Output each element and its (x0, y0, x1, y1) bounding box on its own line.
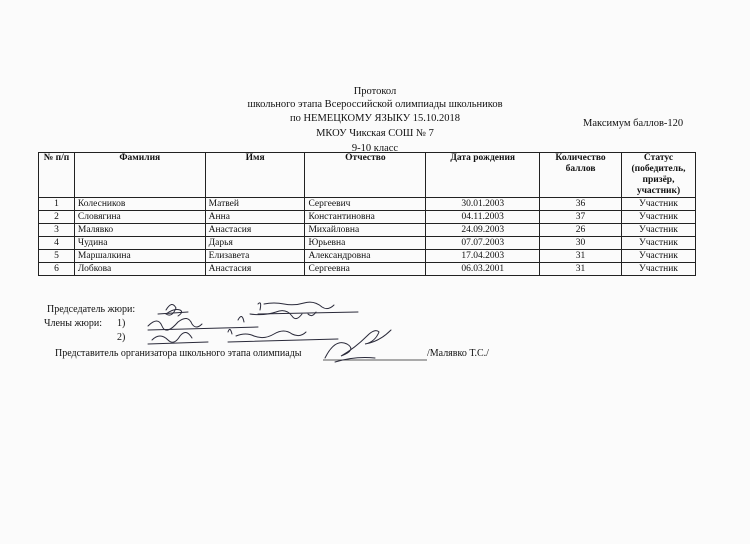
cell-birth: 24.09.2003 (426, 224, 540, 237)
table-row (39, 211, 696, 224)
cell-status: Участник (621, 224, 695, 237)
cell-surname: Чудина (74, 237, 205, 250)
cell-status: Участник (621, 263, 695, 276)
cell-birth: 07.07.2003 (426, 237, 540, 250)
rep-handwritten-signature (315, 318, 405, 368)
cell-num: 1 (39, 198, 75, 211)
cell-num: 2 (39, 211, 75, 224)
cell-name: Анастасия (205, 263, 305, 276)
cell-birth: 06.03.2001 (426, 263, 540, 276)
cell-patronymic: Константиновна (305, 211, 426, 224)
cell-name: Анна (205, 211, 305, 224)
cell-num: 6 (39, 263, 75, 276)
cell-score: 36 (540, 198, 622, 211)
table-row (39, 198, 696, 211)
cell-score: 31 (540, 250, 622, 263)
cell-birth: 30.01.2003 (426, 198, 540, 211)
cell-patronymic: Сергеевич (305, 198, 426, 211)
table-row (39, 224, 696, 237)
cell-patronymic: Александровна (305, 250, 426, 263)
col-header-patronymic: Отчество (305, 153, 426, 198)
cell-name: Матвей (205, 198, 305, 211)
cell-birth: 04.11.2003 (426, 211, 540, 224)
cell-status: Участник (621, 250, 695, 263)
table-header-row (39, 153, 696, 198)
cell-score: 30 (540, 237, 622, 250)
table-row (39, 250, 696, 263)
organizer-rep-label: Представитель организатора школьного этапа олимпиады (55, 348, 302, 359)
cell-patronymic: Юрьевна (305, 237, 426, 250)
cell-num: 5 (39, 250, 75, 263)
cell-name: Дарья (205, 237, 305, 250)
col-header-surname: Фамилия (74, 153, 205, 198)
cell-surname: Маршалкина (74, 250, 205, 263)
col-header-name: Имя (205, 153, 305, 198)
cell-birth: 17.04.2003 (426, 250, 540, 263)
table-row (39, 237, 696, 250)
doc-subject-date: по НЕМЕЦКОМУ ЯЗЫКУ 15.10.2018 (289, 113, 461, 124)
col-header-score: Количество баллов (540, 153, 622, 198)
doc-subtitle: школьного этапа Всероссийской олимпиады школьников (247, 99, 503, 110)
cell-score: 37 (540, 211, 622, 224)
jury-chair-label: Председатель жюри: (47, 304, 136, 315)
jury-member2-num: 2) (117, 332, 126, 343)
doc-title: Протокол (353, 86, 397, 97)
cell-status: Участник (621, 198, 695, 211)
cell-surname: Лобкова (74, 263, 205, 276)
doc-school: МКОУ Чикская СОШ № 7 (316, 128, 434, 139)
cell-name: Елизавета (205, 250, 305, 263)
results-table (38, 152, 696, 276)
cell-surname: Малявко (74, 224, 205, 237)
cell-surname: Колесников (74, 198, 205, 211)
jury-members-label: Члены жюри: (44, 318, 103, 329)
cell-name: Анастасия (205, 224, 305, 237)
cell-patronymic: Михайловна (305, 224, 426, 237)
cell-patronymic: Сергеевна (305, 263, 426, 276)
cell-score: 26 (540, 224, 622, 237)
cell-score: 31 (540, 263, 622, 276)
cell-num: 4 (39, 237, 75, 250)
doc-grade: 9-10 класс (351, 143, 399, 154)
col-header-birth: Дата рождения (426, 153, 540, 198)
organizer-rep-name: /Малявко Т.С./ (427, 348, 489, 359)
cell-status: Участник (621, 237, 695, 250)
cell-surname: Словягина (74, 211, 205, 224)
max-score: Максимум баллов-120 (583, 118, 684, 129)
cell-num: 3 (39, 224, 75, 237)
jury-member1-num: 1) (117, 318, 126, 329)
col-header-status: Статус (победитель, призёр, участник) (621, 153, 695, 198)
cell-status: Участник (621, 211, 695, 224)
col-header-num: № п/п (39, 153, 75, 198)
table-row (39, 263, 696, 276)
